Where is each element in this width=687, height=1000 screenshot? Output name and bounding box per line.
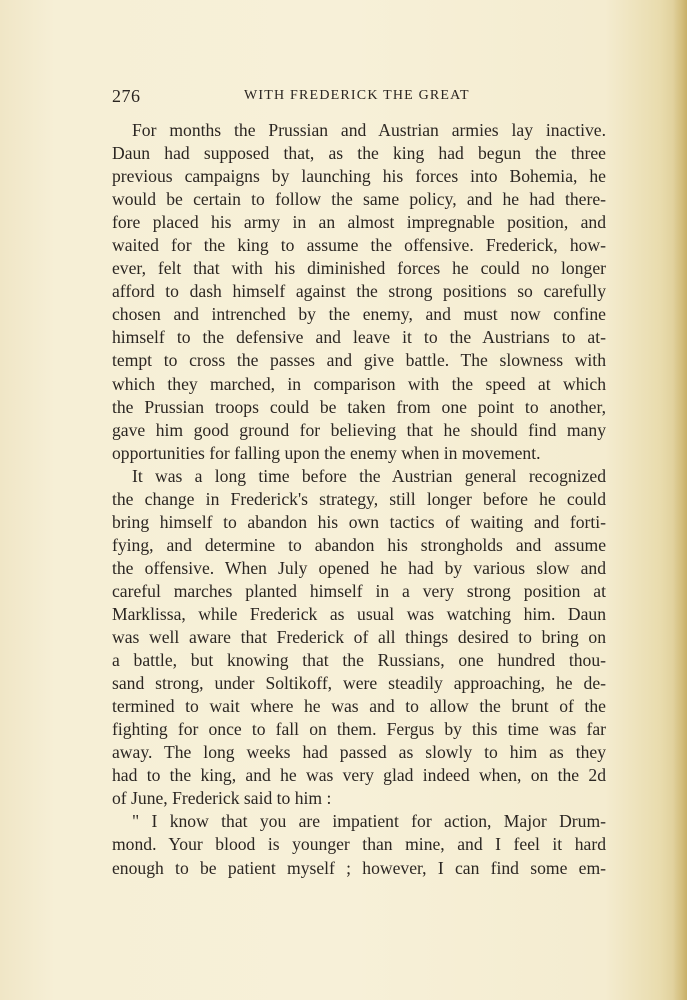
text-line: Marklissa, while Frederick as usual was watching him. Daun bbox=[112, 603, 606, 624]
text-line: gave him good ground for believing that he should find many bbox=[112, 419, 606, 440]
text-line: fighting for once to fall on them. Fergus by this time was far bbox=[112, 719, 606, 740]
text-line: It was a long time before the Austrian general recognized bbox=[132, 465, 606, 486]
text-line: previous campaigns by launching his forces into Bohemia, he bbox=[112, 166, 606, 187]
page-edge-shading bbox=[673, 0, 687, 1000]
text-line: tempt to cross the passes and give battle. The slowness with bbox=[112, 350, 606, 371]
text-line: a battle, but knowing that the Russians, one hundred thou- bbox=[112, 650, 606, 671]
text-line: For months the Prussian and Austrian armies lay inactive. bbox=[132, 120, 606, 140]
paragraph-3 bbox=[112, 810, 606, 879]
text-line: bring himself to abandon his own tactics of waiting and forti- bbox=[112, 511, 606, 532]
paragraph-1 bbox=[112, 119, 606, 465]
text-line: had to the king, and he was very glad indeed when, on the 2d bbox=[112, 765, 606, 786]
text-line: himself to the defensive and leave it to the Austrians to at- bbox=[112, 327, 606, 348]
text-line: would be certain to follow the same policy, and he had there- bbox=[112, 189, 606, 210]
text-line: Daun had supposed that, as the king had begun the three bbox=[112, 143, 606, 164]
text-line: the Prussian troops could be taken from one point to another, bbox=[112, 396, 606, 417]
text-line: afford to dash himself against the strong positions so carefully bbox=[112, 281, 606, 302]
text-line: away. The long weeks had passed as slowly to him as they bbox=[112, 742, 606, 763]
page-header bbox=[112, 86, 606, 106]
text-line: " I know that you are impatient for action, Major Drum- bbox=[132, 811, 606, 832]
text-line: ever, felt that with his diminished forces he could no longer bbox=[112, 258, 606, 279]
text-line: enough to be patient myself ; however, I can find some em- bbox=[112, 857, 606, 878]
text-line: the offensive. When July opened he had by various slow and bbox=[112, 557, 606, 578]
text-line: mond. Your blood is younger than mine, and I feel it hard bbox=[112, 834, 606, 855]
text-line: careful marches planted himself in a very strong position at bbox=[112, 580, 606, 601]
paragraph-2 bbox=[112, 465, 606, 811]
running-title: WITH FREDERICK THE GREAT bbox=[244, 88, 470, 103]
text-line: sand strong, under Soltikoff, were steadily approaching, he de- bbox=[112, 673, 606, 694]
text-line: which they marched, in comparison with the speed at which bbox=[112, 373, 606, 394]
text-line: was well aware that Frederick of all things desired to bring on bbox=[112, 627, 606, 648]
text-line: waited for the king to assume the offensive. Frederick, how- bbox=[112, 235, 606, 256]
body-text bbox=[112, 119, 606, 880]
text-line: of June, Frederick said to him : bbox=[112, 788, 332, 809]
page-number: 276 bbox=[112, 86, 141, 106]
text-line: fying, and determine to abandon his strongholds and assume bbox=[112, 534, 606, 555]
text-line: opportunities for falling upon the enemy when in movement. bbox=[112, 442, 541, 463]
text-line: fore placed his army in an almost impregnable position, and bbox=[112, 212, 606, 233]
text-line: the change in Frederick's strategy, still longer before he could bbox=[112, 488, 606, 509]
text-line: termined to wait where he was and to allow the brunt of the bbox=[112, 696, 606, 717]
text-line: chosen and intrenched by the enemy, and must now confine bbox=[112, 304, 606, 325]
